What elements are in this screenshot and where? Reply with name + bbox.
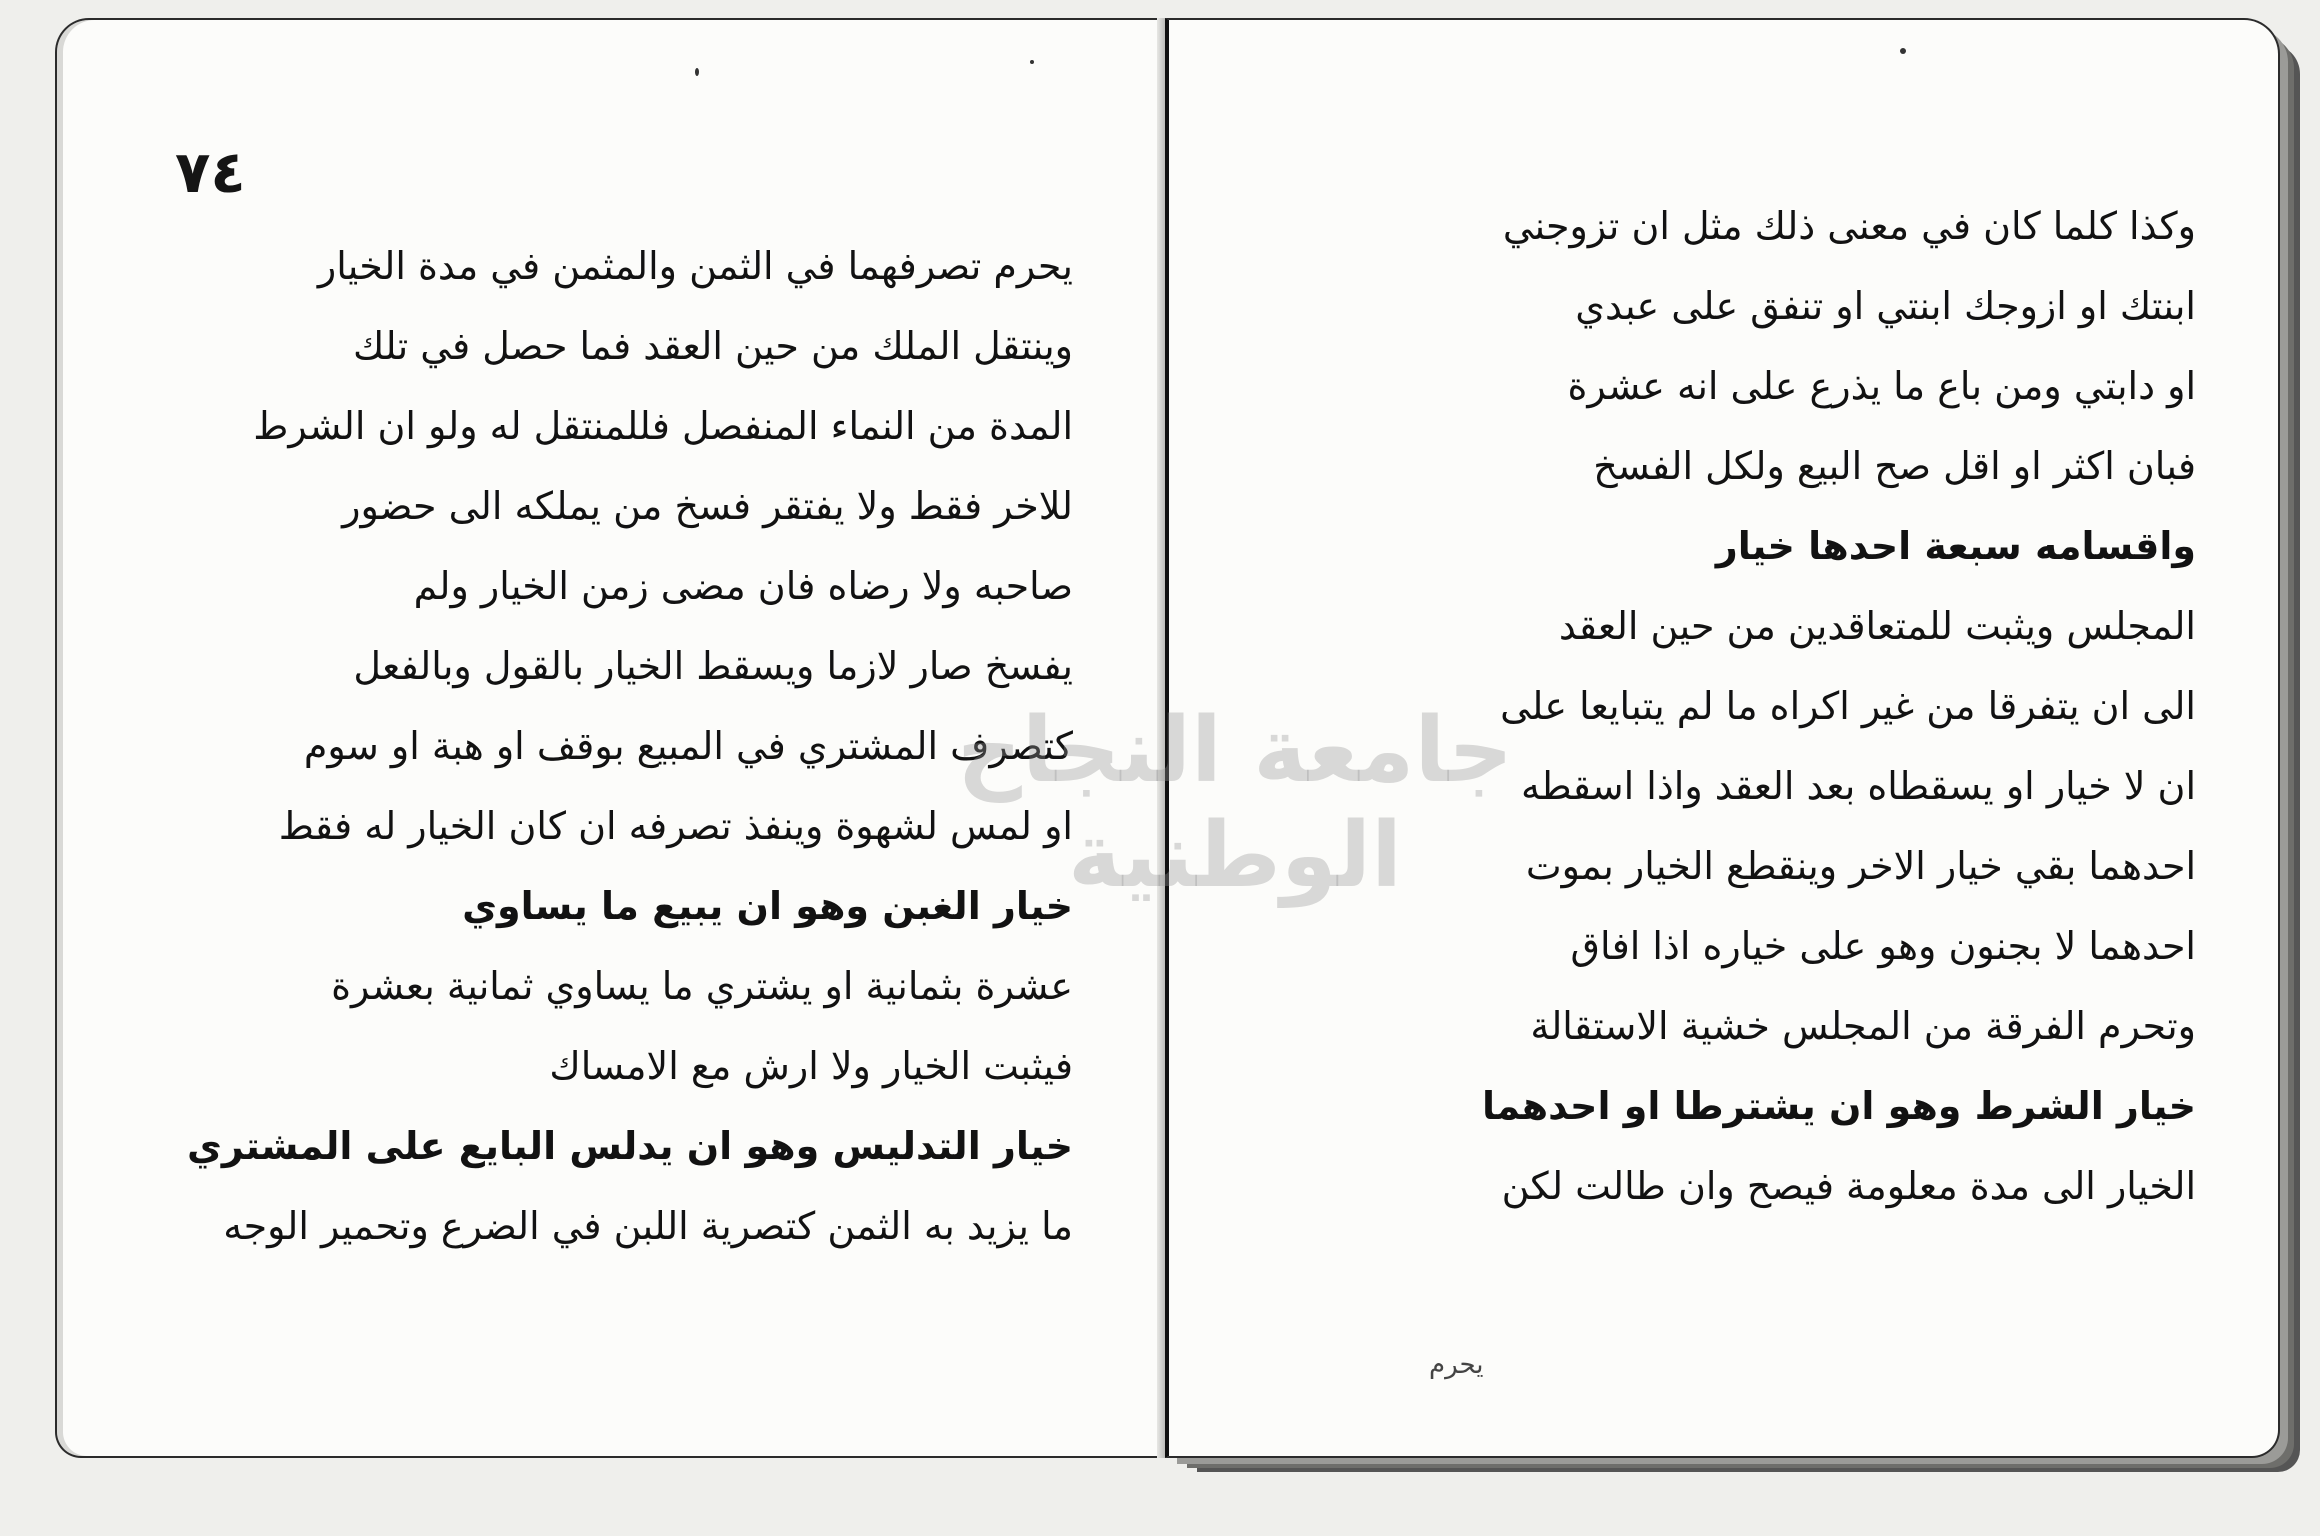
text-line: المدة من النماء المنفصل فللمنتقل له ولو ان الشرط [253,404,1073,448]
text-line: او لمس لشهوة وينفذ تصرفه ان كان الخيار له فقط [278,804,1073,848]
text-line: وتحرم الفرقة من المجلس خشية الاستقالة [1530,1004,2196,1048]
left-page-text [143,226,1073,1266]
text-line: احدهما بقي خيار الاخر وينقطع الخيار بموت [1525,844,2196,888]
text-line: او دابتي ومن باع ما يذرع على انه عشرة [1567,364,2196,408]
catchword: يحرم [1429,1350,1484,1380]
text-line: وكذا كلما كان في معنى ذلك مثل ان تزوجني [1502,204,2196,248]
text-line: ابنتك او ازوجك ابنتي او تنفق على عبدي [1575,284,2196,328]
ink-speck [1030,60,1034,64]
text-line: خيار الشرط وهو ان يشترطا او احدهما [1482,1084,2196,1128]
text-line: فبان اكثر او اقل صح البيع ولكل الفسخ [1593,444,2196,488]
text-line: احدهما لا بجنون وهو على خياره اذا افاق [1570,924,2196,968]
text-line: واقسامه سبعة احدها خيار [1715,524,2196,568]
text-line: عشرة بثمانية او يشتري ما يساوي ثمانية بعشرة [331,964,1073,1008]
text-line: خيار الغبن وهو ان يبيع ما يساوي [462,884,1073,928]
text-line: المجلس ويثبت للمتعاقدين من حين العقد [1558,604,2196,648]
text-line: فيثبت الخيار ولا ارش مع الامساك [549,1044,1073,1088]
text-line: ان لا خيار او يسقطاه بعد العقد واذا اسقطه [1521,764,2196,808]
text-line: كتصرف المشتري في المبيع بوقف او هبة او سوم [303,724,1073,768]
text-line: للاخر فقط ولا يفتقر فسخ من يملكه الى حضور [342,484,1073,528]
text-line: يحرم تصرفهما في الثمن والمثمن في مدة الخيار [317,244,1073,288]
text-line: الى ان يتفرقا من غير اكراه ما لم يتبايعا على [1500,684,2196,728]
open-manuscript [55,18,2280,1488]
text-line: وينتقل الملك من حين العقد فما حصل في تلك [353,324,1073,368]
text-line: الخيار الى مدة معلومة فيصح وان طالت لكن [1501,1164,2196,1208]
text-line: ما يزيد به الثمن كتصرية اللبن في الضرع وتحمير الوجه [223,1204,1073,1248]
page-number: ٧٤ [175,138,246,206]
text-line: صاحبه ولا رضاه فان مضى زمن الخيار ولم [413,564,1073,608]
library-watermark: جامعة النجاح الوطنية [957,698,1513,908]
left-page [55,18,1165,1458]
right-page [1165,18,2280,1458]
text-line: يفسخ صار لازما ويسقط الخيار بالقول وبالفعل [353,644,1073,688]
right-page-text [1216,186,2196,1226]
ink-speck [1900,48,1906,54]
ink-speck [695,68,699,76]
text-line: خيار التدليس وهو ان يدلس البايع على المشتري [187,1124,1073,1168]
